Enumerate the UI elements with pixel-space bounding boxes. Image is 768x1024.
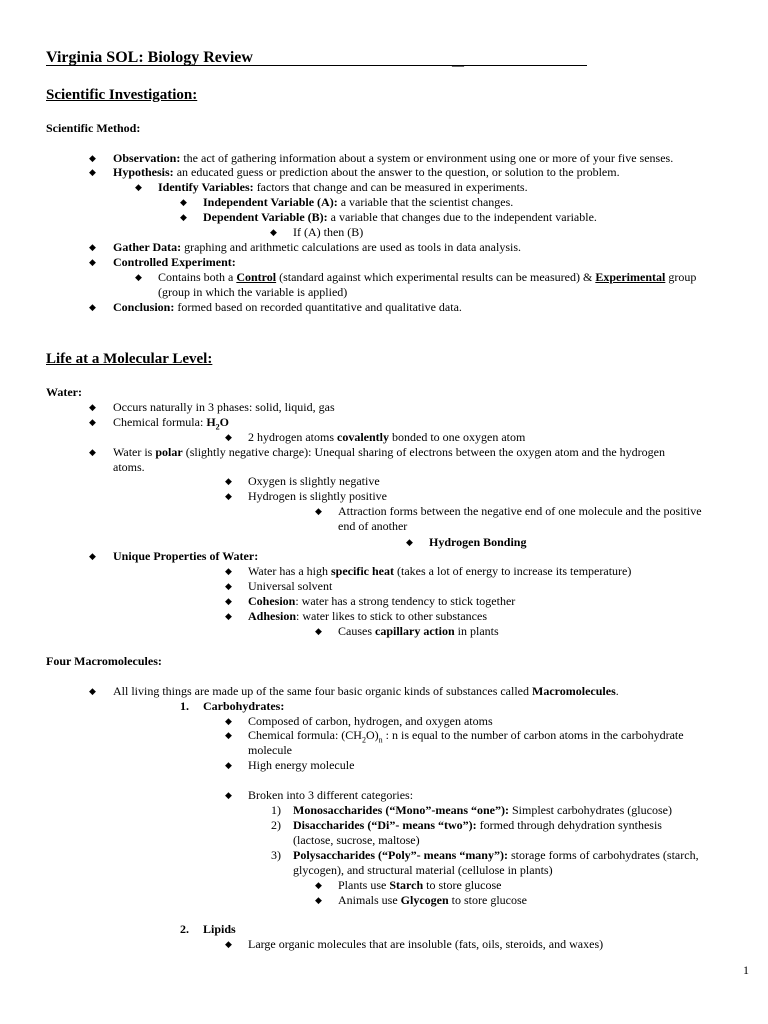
bullet-icon: ◆	[225, 581, 232, 591]
bullet-icon: ◆	[225, 730, 232, 740]
bullet-icon: ◆	[135, 182, 142, 192]
list-item-attraction-cont: end of another	[338, 519, 408, 533]
list-item-high-energy: High energy molecule	[248, 758, 355, 772]
page-title: Virginia SOL: Biology Review	[46, 49, 253, 66]
bullet-icon: ◆	[225, 790, 232, 800]
list-number: 1)	[271, 803, 281, 817]
title-underline-rule	[46, 65, 587, 66]
bullet-icon: ◆	[89, 686, 96, 696]
bullet-icon: ◆	[89, 242, 96, 252]
list-item-monosaccharides: Monosaccharides (“Mono”-means “one”): Simplest carbohydrates (glucose)	[293, 803, 672, 817]
list-item-oxygen-negative: Oxygen is slightly negative	[248, 474, 380, 488]
list-item-dependent-variable: Dependent Variable (B): a variable that changes due to the independent variable.	[203, 210, 597, 224]
bullet-icon: ◆	[89, 447, 96, 457]
list-item-adhesion: Adhesion: water likes to stick to other substances	[248, 609, 487, 623]
list-item-attraction: Attraction forms between the negative end of one molecule and the positive	[338, 504, 702, 518]
list-item-gather-data: Gather Data: graphing and arithmetic calculations are used as tools in data analysis.	[113, 240, 522, 254]
list-item-if-then: If (A) then (B)	[293, 225, 364, 239]
subheading-water: Water:	[46, 385, 82, 399]
list-item-unique-properties: Unique Properties of Water:	[113, 549, 259, 563]
bullet-icon: ◆	[225, 716, 232, 726]
list-item-plants-starch: Plants use Starch to store glucose	[338, 878, 502, 892]
bullet-icon: ◆	[315, 880, 322, 890]
list-item-control-group-cont: (group in which the variable is applied)	[158, 285, 348, 299]
list-number: 1.	[180, 699, 189, 713]
bullet-icon: ◆	[406, 537, 413, 547]
list-item-animals-glycogen: Animals use Glycogen to store glucose	[338, 893, 527, 907]
list-item-hypothesis: Hypothesis: an educated guess or prediction about the answer to the question, or solution to the problem.	[113, 165, 620, 179]
list-item-capillary-action: Causes capillary action in plants	[338, 624, 499, 638]
bullet-icon: ◆	[315, 626, 322, 636]
bullet-icon: ◆	[180, 212, 187, 222]
list-item-conclusion: Conclusion: formed based on recorded quantitative and qualitative data.	[113, 300, 462, 314]
bullet-icon: ◆	[89, 257, 96, 267]
bullet-icon: ◆	[89, 153, 96, 163]
list-item-categories: Broken into 3 different categories:	[248, 788, 414, 802]
bullet-icon: ◆	[89, 551, 96, 561]
list-item-water-phases: Occurs naturally in 3 phases: solid, liquid, gas	[113, 400, 335, 414]
subheading-four-macromolecules: Four Macromolecules:	[46, 654, 162, 668]
bullet-icon: ◆	[225, 760, 232, 770]
list-number: 2)	[271, 818, 281, 832]
list-item-universal-solvent: Universal solvent	[248, 579, 333, 593]
bullet-icon: ◆	[225, 491, 232, 501]
bullet-icon: ◆	[180, 197, 187, 207]
page-number: 1	[743, 963, 749, 977]
list-item-specific-heat: Water has a high specific heat (takes a lot of energy to increase its temperature)	[248, 564, 632, 578]
list-item-carb-composition: Composed of carbon, hydrogen, and oxygen atoms	[248, 714, 493, 728]
bullet-icon: ◆	[135, 272, 142, 282]
list-item-carb-formula-cont: molecule	[248, 743, 292, 757]
list-item-hydrogen-positive: Hydrogen is slightly positive	[248, 489, 387, 503]
list-item-identify-variables: Identify Variables: factors that change and can be measured in experiments.	[158, 180, 528, 194]
bullet-icon: ◆	[225, 596, 232, 606]
list-item-disaccharides: Disaccharides (“Di”- means “two”): formed through dehydration synthesis	[293, 818, 662, 832]
list-item-carbohydrates: Carbohydrates:	[203, 699, 285, 713]
bullet-icon: ◆	[225, 476, 232, 486]
list-item-cohesion: Cohesion: water has a strong tendency to stick together	[248, 594, 516, 608]
list-item-water-polar-cont: atoms.	[113, 460, 145, 474]
list-item-carb-formula: Chemical formula: $(CH_2O)_n$ : n is equal to the number of carbon atoms in the carbohydrate	[248, 728, 684, 745]
bullet-icon: ◆	[225, 432, 232, 442]
subheading-scientific-method: Scientific Method:	[46, 121, 141, 135]
list-item-observation: Observation: the act of gathering information about a system or environment using one or more of your five senses.	[113, 151, 674, 165]
list-item-lipids-desc: Large organic molecules that are insoluble (fats, oils, steroids, and waxes)	[248, 937, 604, 951]
list-item-polysaccharides: Polysaccharides (“Poly”- means “many”): storage forms of carbohydrates (starch,	[293, 848, 699, 862]
list-number: 3)	[271, 848, 281, 862]
bullet-icon: ◆	[225, 611, 232, 621]
bullet-icon: ◆	[89, 417, 96, 427]
list-item-covalent-bond: 2 hydrogen atoms covalently bonded to one oxygen atom	[248, 430, 526, 444]
bullet-icon: ◆	[315, 506, 322, 516]
bullet-icon: ◆	[270, 227, 277, 237]
bullet-icon: ◆	[315, 895, 322, 905]
list-item-lipids: Lipids	[203, 922, 236, 936]
list-item-independent-variable: Independent Variable (A): a variable that the scientist changes.	[203, 195, 514, 209]
section-heading-scientific-investigation: Scientific Investigation:	[46, 87, 198, 103]
list-item-control-group: Contains both a Control (standard against which experimental results can be measured) & Experimental group	[158, 270, 697, 284]
list-item-macromolecules: All living things are made up of the same four basic organic kinds of substances called Macromolecules.	[113, 684, 619, 698]
title-blank: __	[452, 54, 464, 68]
bullet-icon: ◆	[225, 566, 232, 576]
list-item-water-polar: Water is polar (slightly negative charge): Unequal sharing of electrons between the oxygen atom and the hydrogen	[113, 445, 665, 459]
list-item-polysaccharides-cont: glycogen), and structural material (cellulose in plants)	[293, 863, 553, 877]
list-item-water-formula: Chemical formula: $H_2O$	[113, 415, 229, 432]
list-number: 2.	[180, 922, 189, 936]
list-item-controlled-experiment: Controlled Experiment:	[113, 255, 236, 269]
bullet-icon: ◆	[89, 302, 96, 312]
bullet-icon: ◆	[89, 167, 96, 177]
list-item-disaccharides-cont: (lactose, sucrose, maltose)	[293, 833, 420, 847]
list-item-hydrogen-bonding: Hydrogen Bonding	[429, 535, 527, 549]
bullet-icon: ◆	[225, 939, 232, 949]
bullet-icon: ◆	[89, 402, 96, 412]
section-heading-molecular-level: Life at a Molecular Level:	[46, 351, 213, 367]
